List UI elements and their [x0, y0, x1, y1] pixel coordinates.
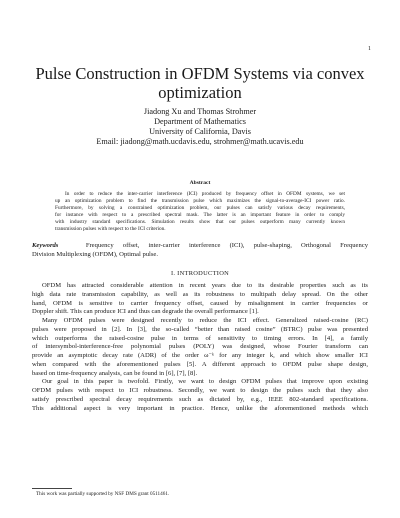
body-line: OFDM has attracted considerable attention in recent years due to its desirable properties such as its [42, 282, 368, 289]
body-line: based on time-frequency analysis, can be found in [6], [7], [8]. [32, 369, 198, 377]
abstract-line: for instance with respect to a prescribed spectral mask. The latter is an important feature in order to comply [55, 212, 345, 219]
author-names: Jiadong Xu and Thomas Strohmer [143, 107, 257, 116]
keywords-label: Keywords [32, 242, 59, 249]
abstract-line: Furthermore, by solving a constrained optimization problem, our pulses can satisfy various decay requirements, [55, 205, 345, 212]
author-email: Email: jiadong@math.ucdavis.edu, strohmer@math.ucavis.edu [96, 137, 304, 146]
footnote: This work was partially supported by NSF DMS grant 0511461. [36, 491, 170, 497]
body-line: Doppler shift. This can produce ICI and thus can degrade the overall performance [1]. [32, 308, 259, 316]
paper-title [20, 64, 380, 102]
body-line: of intersymbol-interference-free polynomial pulses (POLY) was designed, whose Fourier transform can [32, 343, 368, 351]
keywords-line: Division Multiplexing (OFDM), Optimal pulse. [32, 250, 159, 258]
introduction-body [32, 282, 368, 413]
body-line: This additional aspect is very important in practice. Hence, unlike the aforementioned methods which [32, 404, 368, 412]
footnote-rule [32, 488, 72, 489]
university: University of California, Davis [149, 127, 251, 136]
abstract-line: transmission pulses with respect to the ICI criterion. [55, 226, 166, 233]
title-line-2: optimization [158, 83, 242, 102]
body-line: Many OFDM pulses were designed recently to reduce the ICI effect. Generalized raised-cosine (RC) [42, 317, 368, 324]
keywords-block [32, 242, 368, 260]
keywords-text: Frequency offset, inter-carrier interference (ICI), pulse-shaping, Orthogonal Frequency [85, 242, 368, 249]
abstract-text [55, 191, 345, 234]
abstract-heading: Abstract [189, 180, 211, 186]
keywords-line [32, 242, 368, 251]
abstract-line: up an optimization problem to find the transmission pulse which maximizes the signal-to-average-ICI power ratio. [55, 198, 345, 205]
abstract-line: In order to reduce the inter-carrier interference (ICI) produced by frequency offset in OFDM systems, we set [65, 191, 345, 197]
body-line: pulses were proposed in [2]. In [3], the so-called “better than raised cosine” (BTRC) pulse was presented [32, 325, 368, 333]
title-line-1: Pulse Construction in OFDM Systems via convex [35, 64, 365, 83]
abstract-line: with industry standard specifications. Simulation results show that our pulses outperform many currently known [55, 219, 345, 226]
page-number: 1 [368, 46, 371, 52]
body-line: hand, OFDM is sensitive to carrier frequency offset, caused by misalignment in carrier frequencies or [32, 299, 368, 307]
section-heading: I. INTRODUCTION [170, 270, 230, 277]
body-line: satisfy prescribed spectral decay requirements such as dictated by, e.g., IEEE 802-standard specifications. [32, 395, 368, 403]
body-line: when compared with the aforementioned pulses [5]. A different approach to OFDM pulse shape design, [32, 360, 368, 368]
body-line: provide an asymptotic decay rate (ADR) of the order ω⁻ᵏ for any integer k, and which show smaller ICI [32, 352, 368, 359]
department: Department of Mathematics [154, 117, 246, 126]
body-line: which outperforms the raised-cosine pulse in terms of sensitivity to timing errors. In [4], a family [32, 334, 368, 342]
author-block [20, 107, 380, 147]
body-line: OFDM pulses with respect to ICI robustness. Secondly, we want to design the pulses such that they also [32, 387, 368, 394]
body-line: high data rate transmission capability, as well as its robustness to multipath delay spread. On the other [32, 290, 368, 298]
body-line: Our goal in this paper is twofold. Firstly, we want to design OFDM pulses that improve upon existing [42, 378, 368, 386]
